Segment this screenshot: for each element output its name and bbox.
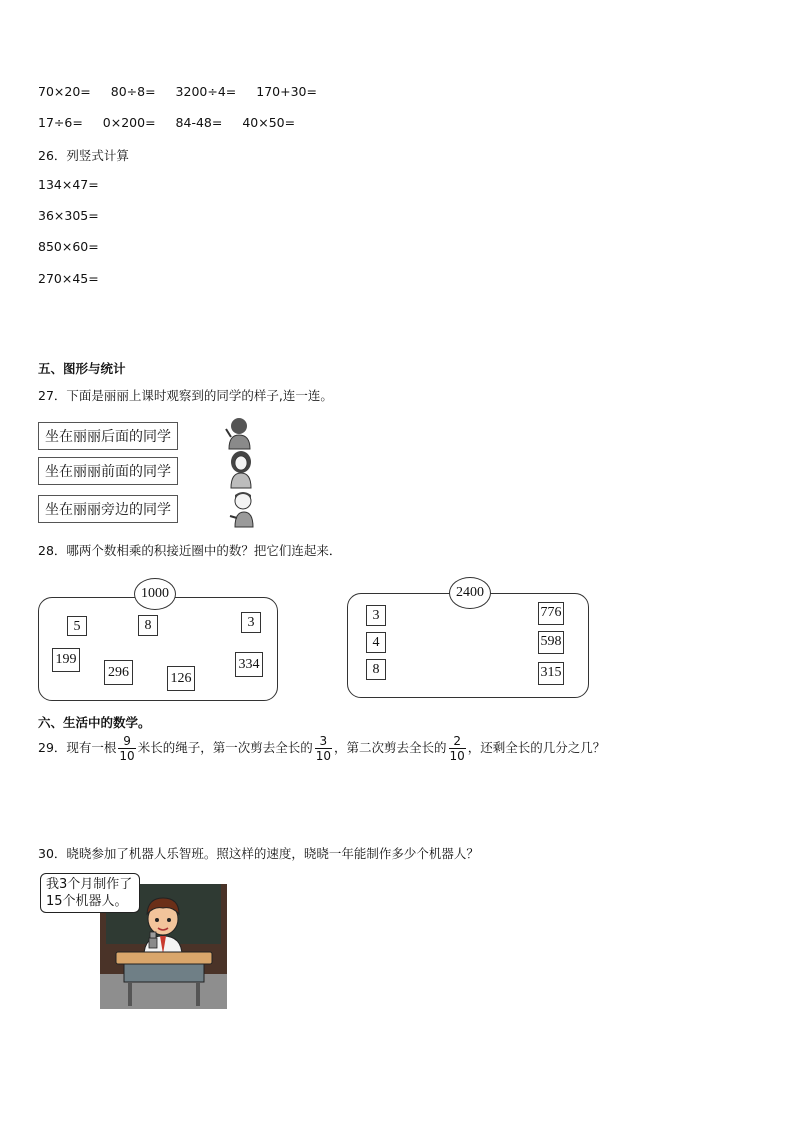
fraction-3-10 [315,734,332,763]
fraction-9-10 [118,734,135,763]
fraction-denominator: 10 [315,749,331,763]
number-box[interactable]: 8 [366,659,386,680]
section-6-heading: 六、生活中的数学。 [38,715,151,730]
number-box[interactable]: 296 [104,660,133,685]
q26-title: 26．列竖式计算 [38,148,129,163]
number-box[interactable]: 126 [167,666,195,691]
student-side-view-image [228,490,260,528]
calc-item: 84-48= [175,115,223,130]
calc-item: 0×200= [102,115,156,130]
calc-item: 80÷8= [110,84,156,99]
number-box[interactable]: 598 [538,631,564,654]
q26-item: 134×47= [38,177,99,192]
target-circle-2400: 2400 [449,577,491,609]
number-box[interactable]: 5 [67,616,87,636]
q29-text: 米长的绳子，第一次剪去全长的 [137,740,313,755]
number-box[interactable]: 4 [366,632,386,653]
q29-question [38,734,605,763]
oral-calc-row-1 [38,84,333,99]
label-front-student: 坐在丽丽前面的同学 [38,457,178,485]
number-box[interactable]: 315 [538,662,564,685]
q28-title: 28．哪两个数相乘的积接近圈中的数？把它们连起来． [38,543,342,558]
calc-item: 3200÷4= [175,84,237,99]
q29-text: 29．现有一根 [38,740,117,755]
number-box[interactable]: 776 [538,602,564,625]
fraction-numerator: 9 [118,734,135,749]
label-side-student: 坐在丽丽旁边的同学 [38,495,178,523]
fraction-numerator: 2 [449,734,466,749]
speech-bubble: 我3个月制作了15个机器人。 [40,873,140,913]
number-box[interactable]: 3 [366,605,386,626]
oral-calc-row-2 [38,115,311,130]
calc-item: 40×50= [242,115,296,130]
fraction-denominator: 10 [449,749,465,763]
q26-item: 36×305= [38,208,99,223]
section-5-heading: 五、图形与统计 [38,361,126,376]
number-box[interactable]: 334 [235,652,263,677]
target-circle-1000: 1000 [134,578,176,610]
calc-item: 170+30= [256,84,317,99]
student-front-view-image [226,449,256,489]
label-behind-student: 坐在丽丽后面的同学 [38,422,178,450]
q29-text: ，还剩全长的几分之几？ [467,740,606,755]
q26-item: 270×45= [38,271,99,286]
fraction-2-10 [449,734,466,763]
q29-text: ，第二次剪去全长的 [333,740,447,755]
calc-item: 17÷6= [38,115,83,130]
fraction-denominator: 10 [119,749,135,763]
student-back-view-image [222,415,258,451]
q27-title: 27．下面是丽丽上课时观察到的同学的样子,连一连。 [38,388,333,403]
number-box[interactable]: 8 [138,615,158,636]
fraction-numerator: 3 [315,734,332,749]
q30-title: 30．晓晓参加了机器人乐智班。照这样的速度，晓晓一年能制作多少个机器人？ [38,846,479,861]
q26-item: 850×60= [38,239,99,254]
number-box[interactable]: 3 [241,612,261,633]
number-box[interactable]: 199 [52,648,80,672]
calc-item: 70×20= [38,84,91,99]
